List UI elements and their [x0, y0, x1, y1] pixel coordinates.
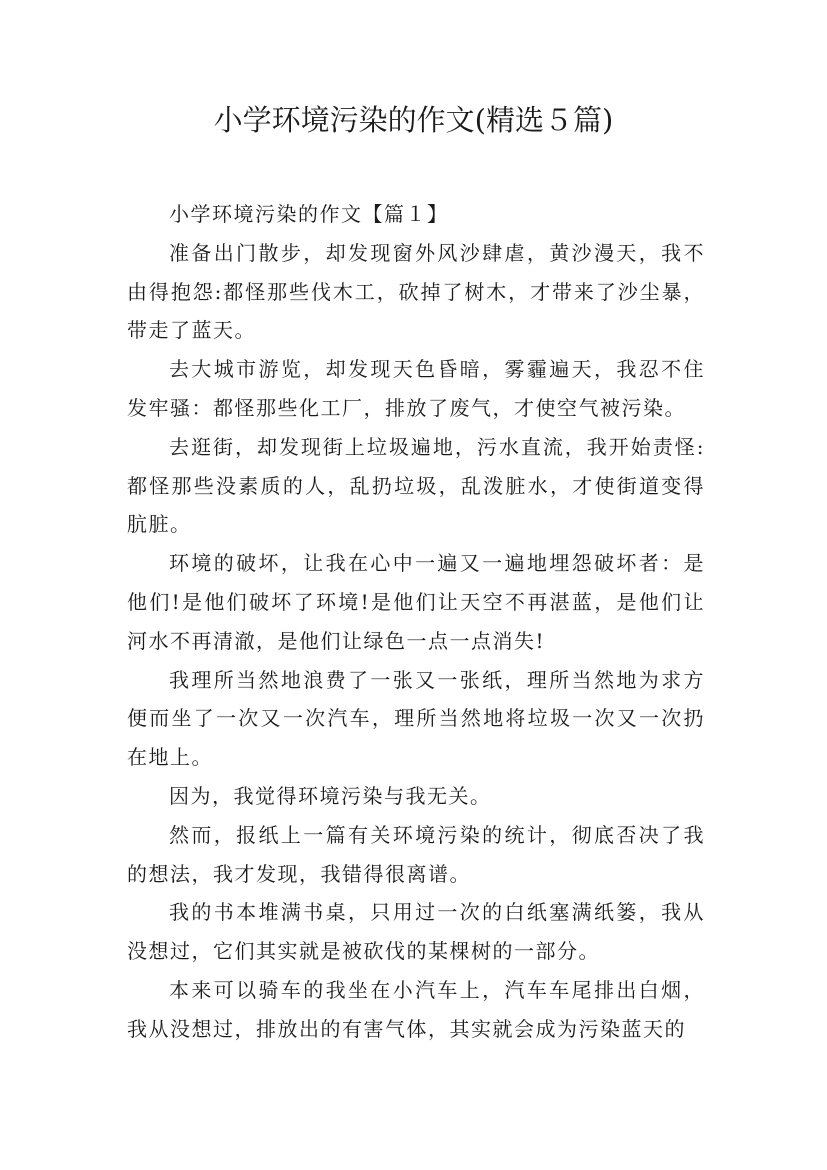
- paragraph: 去逛街，却发现街上垃圾遍地，污水直流，我开始责怪:都怪那些没素质的人，乱扔垃圾，乱泼脏水，才使街道变得肮脏。: [127, 434, 705, 537]
- section-heading: 小学环境污染的作文【篇１】: [169, 202, 449, 226]
- paragraph: 准备出门散步，却发现窗外风沙肆虐，黄沙漫天，我不由得抱怨:都怪那些伐木工，砍掉了树木，才带来了沙尘暴，带走了蓝天。: [127, 240, 705, 343]
- paragraph: 因为，我觉得环境污染与我无关。: [169, 783, 492, 808]
- paragraph: 我的书本堆满书桌，只用过一次的白纸塞满纸篓，我从没想过，它们其实就是被砍伐的某棵树的一部分。: [127, 900, 705, 964]
- paragraph: 去大城市游览，却发现天色昏暗，雾霾遍天，我忍不住发牢骚：都怪那些化工厂，排放了废气，才使空气被污染。: [127, 357, 705, 420]
- document-title: 小学环境污染的作文(精选５篇): [213, 103, 614, 137]
- paragraph: 我理所当然地浪费了一张又一张纸，理所当然地为求方便而坐了一次又一次汽车，理所当然地将垃圾一次又一次扔在地上。: [127, 667, 705, 770]
- paragraph: 本来可以骑车的我坐在小汽车上，汽车车尾排出白烟，我从没想过，排放出的有害气体，其实就会成为污染蓝天的: [127, 977, 705, 1041]
- document-body: [127, 195, 705, 1049]
- paragraph: 环境的破坏，让我在心中一遍又一遍地埋怨破坏者：是他们!是他们破坏了环境!是他们让天空不再湛蓝，是他们让河水不再清澈，是他们让绿色一点一点消失!: [127, 551, 705, 653]
- paragraph: 然而，报纸上一篇有关环境污染的统计，彻底否决了我的想法，我才发现，我错得很离谱。: [127, 822, 705, 886]
